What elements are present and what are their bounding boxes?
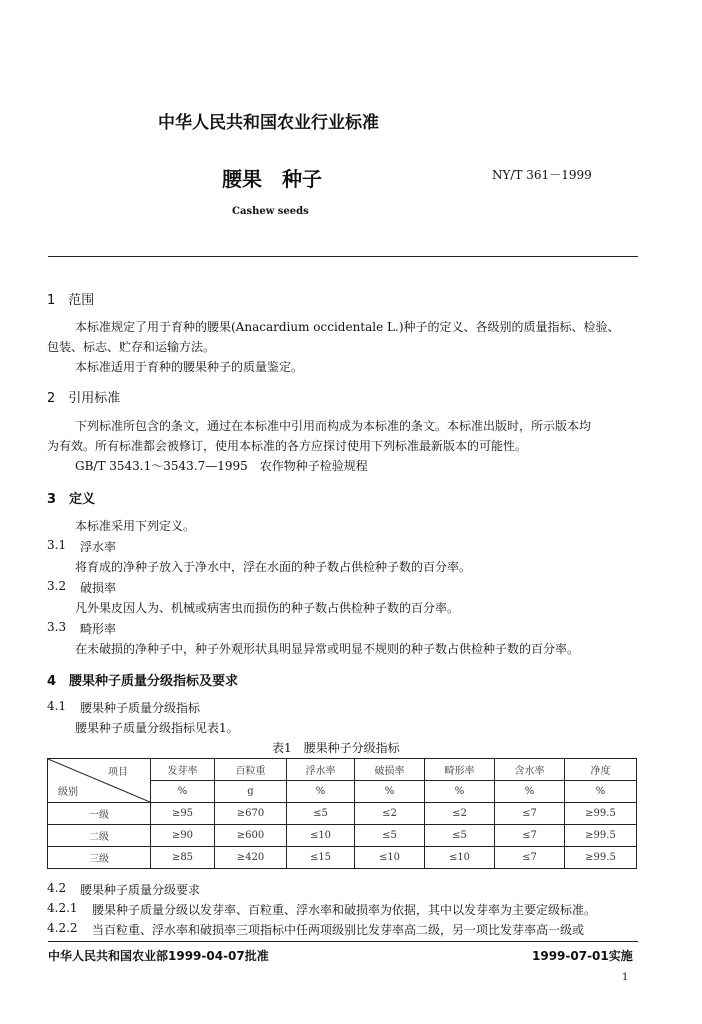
doc-title: 腰果 种子	[222, 167, 322, 191]
table-cell: ≤7	[495, 803, 565, 825]
definition-1-text: 将育成的净种子放入于净水中，浮在水面的种子数占供检种子数的百分率。	[75, 560, 472, 574]
section-4-2-title: 腰果种子质量分级要求	[80, 883, 201, 897]
table-row	[48, 825, 637, 847]
table-cell: ≥420	[215, 847, 287, 869]
section-1-heading: 1 范围	[47, 293, 95, 308]
definition-2-number: 3.2	[47, 579, 67, 593]
table-row	[48, 847, 637, 869]
section-2-reference: GB/T 3543.1～3543.7—1995 农作物种子检验规程	[75, 459, 368, 473]
definition-1-term: 浮水率	[80, 540, 117, 554]
column-header: 浮水率	[287, 759, 355, 781]
footer-divider	[48, 941, 638, 942]
corner-label-item: 项目	[108, 767, 128, 778]
table-cell: ≥99.5	[565, 825, 637, 847]
column-header: 含水率	[495, 759, 565, 781]
column-unit: %	[495, 781, 565, 803]
table-cell: ≤10	[425, 847, 495, 869]
section-3-intro: 本标准采用下列定义。	[75, 519, 196, 533]
english-title: Cashew seeds	[232, 206, 309, 217]
column-unit: %	[425, 781, 495, 803]
column-unit: %	[151, 781, 215, 803]
section-2-paragraph: 下列标准所包含的条文，通过在本标准中引用而构成为本标准的条文。本标准出版时，所示版本均	[75, 419, 592, 433]
section-2-paragraph-cont: 为有效。所有标准都会被修订，使用本标准的各方应探讨使用下列标准最新版本的可能性。	[47, 439, 528, 453]
table-cell: ≥85	[151, 847, 215, 869]
table-cell: ≤5	[355, 825, 425, 847]
table-cell: ≤2	[425, 803, 495, 825]
table-cell: ≥90	[151, 825, 215, 847]
column-unit: %	[565, 781, 637, 803]
table-cell: ≤10	[287, 825, 355, 847]
section-4-2-number: 4.2	[47, 881, 67, 895]
table-cell: ≤10	[355, 847, 425, 869]
approval-line: 中华人民共和国农业部1999-04-07批准	[48, 949, 269, 963]
section-1-paragraph-2: 本标准适用于育种的腰果种子的质量鉴定。	[75, 360, 304, 374]
table-cell: ≤5	[425, 825, 495, 847]
column-header: 百粒重	[215, 759, 287, 781]
table-cell: ≤5	[287, 803, 355, 825]
header-divider	[48, 256, 638, 257]
table-cell: ≤15	[287, 847, 355, 869]
definition-2-term: 破损率	[80, 581, 117, 595]
grade-label: 二级	[48, 825, 151, 847]
org-title: 中华人民共和国农业行业标准	[158, 113, 379, 133]
column-header: 净度	[565, 759, 637, 781]
grade-label: 三级	[48, 847, 151, 869]
section-3-heading: 3 定义	[47, 492, 96, 507]
column-unit: %	[287, 781, 355, 803]
table-cell: ≥95	[151, 803, 215, 825]
section-4-2-2-text: 当百粒重、浮水率和破损率三项指标中任两项级别比发芽率高二级，另一项比发芽率高一级或	[92, 923, 585, 937]
table-row	[48, 803, 637, 825]
definition-3-term: 畸形率	[80, 622, 117, 636]
column-header: 畸形率	[425, 759, 495, 781]
table-corner-cell	[48, 759, 151, 803]
column-header: 发芽率	[151, 759, 215, 781]
table-cell: ≤2	[355, 803, 425, 825]
implementation-date: 1999-07-01实施	[532, 949, 633, 963]
table-header-row	[48, 759, 637, 781]
table-cell: ≥600	[215, 825, 287, 847]
section-4-heading: 4 腰果种子质量分级指标及要求	[47, 674, 239, 689]
table-cell: ≤7	[495, 847, 565, 869]
table-caption: 表1 腰果种子分级指标	[272, 741, 400, 755]
column-unit: %	[355, 781, 425, 803]
grade-label: 一级	[48, 803, 151, 825]
table-cell: ≥99.5	[565, 847, 637, 869]
section-1-paragraph-1-cont: 包装、标志、贮存和运输方法。	[47, 340, 216, 354]
page-number: 1	[622, 972, 629, 983]
standard-code: NY/T 361－1999	[492, 168, 592, 182]
definition-2-text: 凡外果皮因人为、机械或病害虫而损伤的种子数占供检种子数的百分率。	[75, 601, 460, 615]
section-1-paragraph-1: 本标准规定了用于育种的腰果(Anacardium occidentale L.)种子的定义、各级别的质量指标、检验、	[75, 320, 620, 334]
section-4-1-text: 腰果种子质量分级指标见表1。	[75, 721, 239, 735]
section-4-1-title: 腰果种子质量分级指标	[80, 701, 201, 715]
section-4-1-number: 4.1	[47, 699, 67, 713]
grading-table	[47, 758, 637, 869]
section-4-2-1-text: 腰果种子质量分级以发芽率、百粒重、浮水率和破损率为依据，其中以发芽率为主要定级标准。	[92, 903, 597, 917]
table-cell: ≥670	[215, 803, 287, 825]
table-cell: ≤7	[495, 825, 565, 847]
table-cell: ≥99.5	[565, 803, 637, 825]
section-4-2-1-number: 4.2.1	[47, 901, 78, 915]
definition-1-number: 3.1	[47, 538, 67, 552]
section-2-heading: 2 引用标准	[47, 391, 121, 406]
definition-3-text: 在未破损的净种子中，种子外观形状具明显异常或明显不规则的种子数占供检种子数的百分率。	[75, 642, 580, 656]
column-unit: g	[215, 781, 287, 803]
column-header: 破损率	[355, 759, 425, 781]
corner-label-grade: 级别	[58, 787, 78, 798]
section-4-2-2-number: 4.2.2	[47, 921, 78, 935]
definition-3-number: 3.3	[47, 620, 67, 634]
